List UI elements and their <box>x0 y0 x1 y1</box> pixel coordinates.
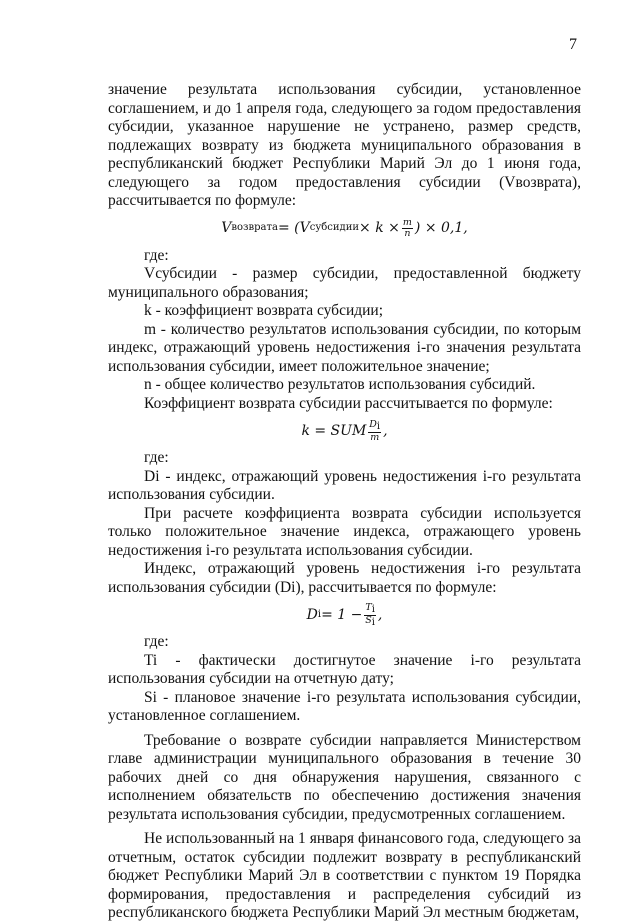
document-body <box>108 81 581 923</box>
where-label-3: где: <box>144 633 169 650</box>
definition-d: Di - индекс, отражающий уровень недостижения i-го результата использования субсидии. <box>108 467 581 503</box>
formula-k: k = SUM Di m , <box>301 418 388 443</box>
where-label-1: где: <box>144 246 169 264</box>
paragraph-unused-balance: Не использованный на 1 января финансового года, следующего за отчетным, остаток субсидии подлежит возврату в республиканский бюджет Республики Марий Эл в соответствии с пунктом 19 Порядка формирования, предоставления и распределения субсидий из республиканского бюджета Республики Марий Эл местным бюджетам, <box>108 830 581 921</box>
definition-k: k - коэффициент возврата субсидии; <box>144 302 384 319</box>
paragraph-index-intro: Индекс, отражающий уровень недостижения i-го результата использования субсидии (Di), рассчитывается по формуле: <box>108 560 581 596</box>
definition-n: n - общее количество результатов использования субсидий. <box>144 376 536 393</box>
formula-return-amount: V возврата = ( V субсидии × k × $\frac{m}{n}$ ) × 0,1, <box>221 217 468 239</box>
definition-t: Ti - фактически достигнутое значение i-го результата использования субсидии на отчетную дату; <box>108 651 581 687</box>
definition-m: m - количество результатов использования субсидии, по которым индекс, отражающий уровень недостижения i-го значения результата использования субсидии, имеет положительное значение; <box>108 320 581 375</box>
definition-v-subsidy: Vсубсидии - размер субсидии, предоставленной бюджету муниципального образования; <box>108 265 581 301</box>
paragraph-k-intro: Коэффициент возврата субсидии рассчитывается по формуле: <box>144 394 553 412</box>
formula-d: D i = 1 − $\frac{Ti}{Si}$ , <box>306 601 383 628</box>
paragraph-requirement: Требование о возврате субсидии направляется Министерством главе администрации муниципального образования в течение 30 рабочих дней со дня обнаружения нарушения, связанного с исполнением обязательств по обеспечению достижения значения результата использования субсидии, предусмотренных соглашением. <box>108 731 581 823</box>
where-label-2: где: <box>144 449 169 466</box>
page-number: 7 <box>569 36 577 53</box>
paragraph-positive-index: При расчете коэффициента возврата субсидии используется только положительное значение индекса, отражающего уровень недостижения i-го результата использования субсидии. <box>108 504 581 559</box>
definition-s: Si - плановое значение i-го результата использования субсидии, установленное соглашением. <box>108 688 581 724</box>
paragraph-return-amount: значение результата использования субсидии, установленное соглашением, и до 1 апреля года, следующего за годом предоставления субсидии, указанное нарушение не устранено, размер средств, подлежащих возврату из бюджета муниципального образования в республиканский бюджет Республики Марий Эл до 1 июня года, следующего за годом предоставления субсидии (Vвозврата), рассчитывается по формуле: <box>108 81 581 209</box>
